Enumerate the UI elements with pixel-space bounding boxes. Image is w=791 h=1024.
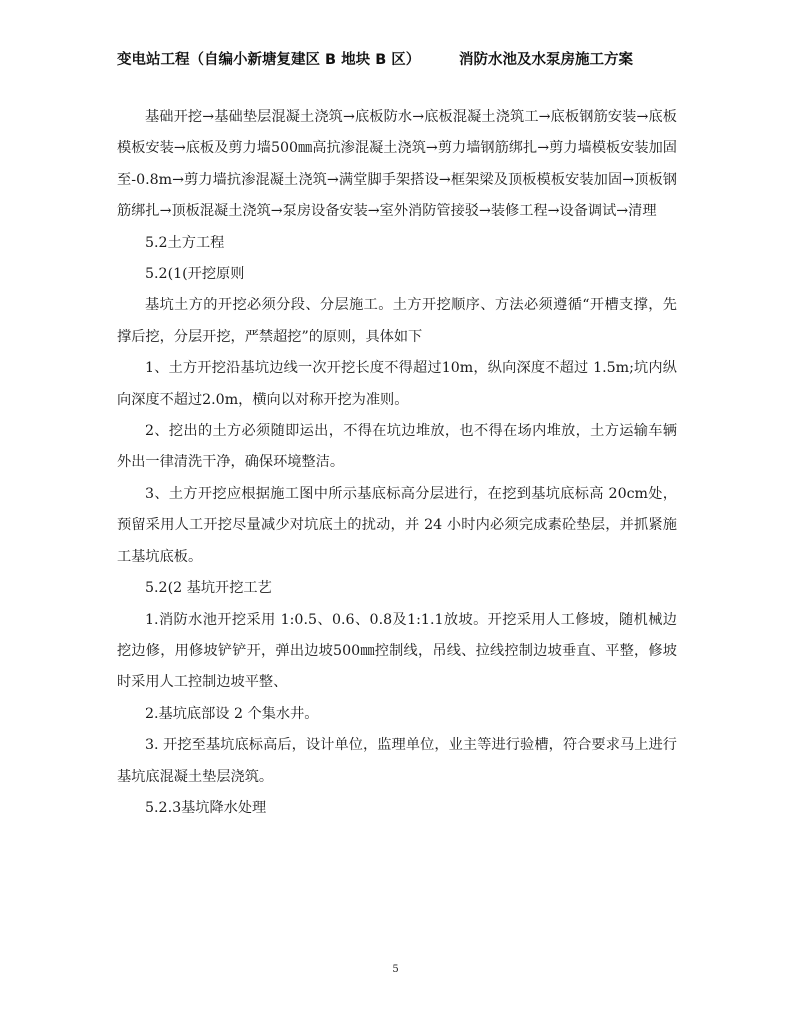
header-document-title: 消防水池及水泵房施工方案 [459,52,633,68]
construction-sequence-paragraph: 基础开挖→基础垫层混凝土浇筑→底板防水→底板混凝土浇筑工→底板钢筋安装→底板模板安装→底板及剪力墙500㎜高抗渗混凝土浇筑→剪力墙钢筋绑扎→剪力墙模板安装加固至-0.8m→剪力墙抗渗混凝土浇筑→满堂脚手架搭设→框架梁及顶板模板安装加固→顶板钢筋绑扎→顶板混凝土浇筑→泵房设备安装→室外消防管接驳→装修工程→设备调试→清理 [117,109,677,220]
subsection-heading-excavation-principle: 5.2(1(开挖原则 [145,266,245,283]
header-project-title: 变电站工程（自编小新塘复建区 B 地块 B 区） [117,52,421,68]
process-item-3: 3. 开挖至基坑底标高后，设计单位，监理单位，业主等进行验槽，符合要求马上进行基坑底混凝土垫层浇筑。 [117,737,677,785]
page-number: 5 [392,964,399,975]
subsection-heading-excavation-process: 5.2(2 基坑开挖工艺 [145,580,272,597]
principle-item-3: 3、土方开挖应根据施工图中所示基底标高分层进行，在挖到基坑底标高 20cm处，预留采用人工开挖尽量减少对坑底土的扰动，并 24 小时内必须完成素砼垫层，并抓紧施工基坑底板。 [117,485,677,565]
document-body [117,102,677,824]
principle-item-1: 1、土方开挖沿基坑边线一次开挖长度不得超过10m，纵向深度不超过 1.5m;坑内纵向深度不超过2.0m，横向以对称开挖为准则。 [117,360,677,408]
subsection-heading-dewatering: 5.2.3基坑降水处理 [145,799,267,816]
page-header [117,48,677,70]
section-heading-earthwork: 5.2土方工程 [145,234,225,251]
excavation-principle-paragraph: 基坑土方的开挖必须分段、分层施工。土方开挖顺序、方法必须遵循“开槽支撑，先撑后挖，分层开挖，严禁超挖”的原则，具体如下 [117,297,677,345]
principle-item-2: 2、挖出的土方必须随即运出，不得在坑边堆放，也不得在场内堆放，土方运输车辆外出一律清洗干净，确保环境整洁。 [117,423,677,471]
process-item-2: 2.基坑底部设 2 个集水井。 [145,705,319,722]
process-item-1: 1.消防水池开挖采用 1:0.5、0.6、0.8及1:1.1放坡。开挖采用人工修坡，随机械边挖边修，用修坡铲铲开，弹出边坡500㎜控制线，吊线、拉线控制边坡垂直、平整，修坡时采用人工控制边坡平整、 [117,611,677,691]
